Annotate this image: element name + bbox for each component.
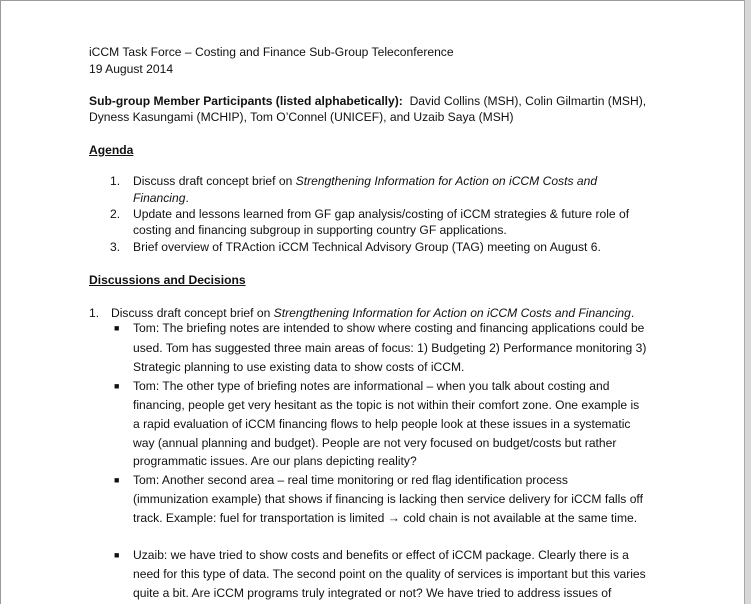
agenda-item-1-italic-title-cont: Financing [133,191,186,205]
bullet-2-line-2: financing, people get very hesitant as the topic is not within their comfort zone. One example is [133,398,640,412]
agenda-item-1-text: Discuss draft concept brief on [133,174,296,188]
bullet-2-line-4: way (annual planning and budget). People are not very focused on budget/costs but rather [133,436,617,450]
agenda-item-1-line-2 [133,190,189,206]
bullet-4-line-3: quite a bit. Are iCCM programs truly integrated or not? We have tried to address issues of [133,586,612,600]
discussion-item-1-lead: Discuss draft concept brief on [111,306,274,320]
document-title: iCCM Task Force – Costing and Finance Sub-Group Teleconference [89,45,454,59]
bullet-4-line-1: Uzaib: we have tried to show costs and benefits or effect of iCCM package. Clearly there is a [133,548,629,562]
bullet-3-line-3: track. Example: fuel for transportation is limited → cold chain is not available at the same time. [133,511,638,525]
bullet-marker: ■ [114,550,120,560]
page-border-left [0,0,1,604]
participants-line-1 [89,93,646,109]
agenda-item-3-number: 3. [110,240,121,254]
agenda-item-1-period: . [185,191,189,205]
bullet-1-line-3: Strategic planning to use existing data to show costs of iCCM. [133,360,465,374]
bullet-1-line-1: Tom: The briefing notes are intended to show where costing and financing applications could be [133,321,645,335]
agenda-item-2-line-1: Update and lessons learned from GF gap analysis/costing of iCCM strategies & future role of [133,207,630,221]
bullet-marker: ■ [114,475,120,485]
bullet-1-line-2: used. Tom has suggested three main areas of focus: 1) Budgeting 2) Performance monitoring 3) [133,341,647,355]
bullet-3-line-1: Tom: Another second area – real time monitoring or red flag identification process [133,473,568,487]
discussion-item-1-text [111,305,634,321]
discussion-item-1-italic-title: Strengthening Information for Action on iCCM Costs and Financing [273,306,631,320]
bullet-4-line-2: need for this type of data. The second point on the quality of services is important but this varies [133,567,646,581]
agenda-item-1-italic-title: Strengthening Information for Action on iCCM Costs and [295,174,598,188]
bullet-2-line-3: a rapid evaluation of iCCM financing flows to help people look at these issues in a systematic [133,417,631,431]
agenda-item-2-line-2: costing and financing subgroup in supporting country GF applications. [133,223,507,237]
agenda-heading: Agenda [89,143,134,157]
bullet-3-line-2: (immunization example) that shows if financing is lacking then service delivery for iCCM falls off [133,492,643,506]
participants-label: Sub-group Member Participants (listed alphabetically): [89,94,403,108]
discussion-item-1-period: . [630,306,635,320]
bullet-2-line-5: programmatic issues. Are our plans depicting reality? [133,454,417,468]
agenda-item-3-line-1: Brief overview of TRAction iCCM Technical Advisory Group (TAG) meeting on August 6. [133,240,601,254]
participants-line-2: Dyness Kasungami (MCHIP), Tom O’Connel (UNICEF), and Uzaib Saya (MSH) [89,110,514,124]
bullet-marker: ■ [114,323,120,333]
bullet-2-line-1: Tom: The other type of briefing notes are informational – when you talk about costing and [133,379,610,393]
agenda-item-1-number: 1. [110,174,121,188]
document-date: 19 August 2014 [89,62,174,76]
discussions-heading: Discussions and Decisions [89,273,246,287]
page-border-top [0,0,744,1]
discussion-item-1-number: 1. [89,306,100,320]
agenda-item-2-number: 2. [110,207,121,221]
page-edge-shadow [744,0,751,604]
agenda-item-1-line-1 [133,173,597,189]
participants-names-1: David Collins (MSH), Colin Gilmartin (MSH), [409,94,647,108]
bullet-marker: ■ [114,381,120,391]
